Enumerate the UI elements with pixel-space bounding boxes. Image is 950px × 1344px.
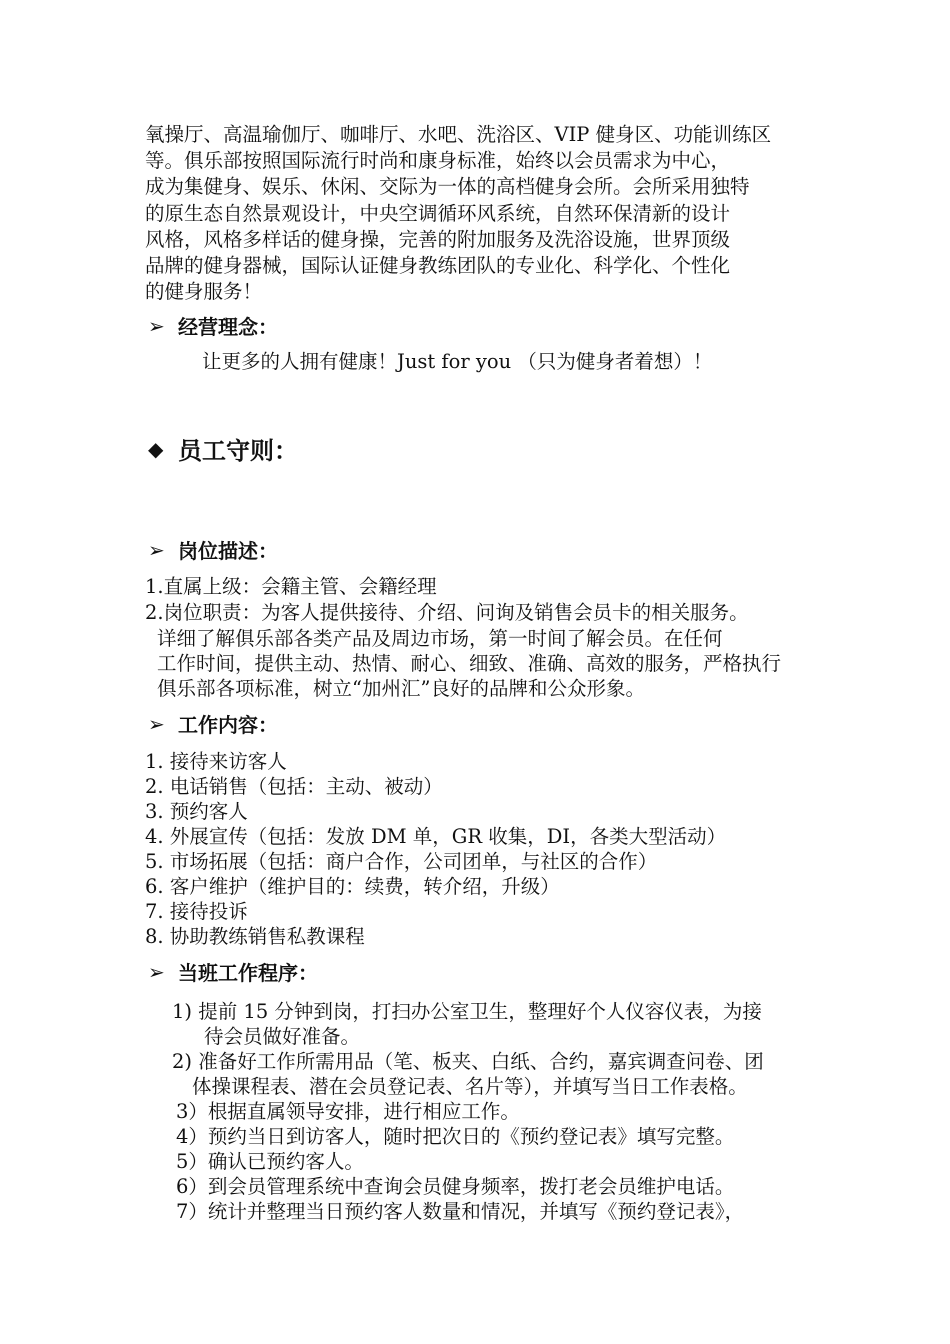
arrow-bullet-icon: ➢ [148,959,165,984]
arrow-bullet-icon: ➢ [148,537,165,562]
arrow-bullet-icon: ➢ [148,711,165,736]
work-content-heading-text: 工作内容： [178,713,278,737]
work-item: 2. 电话销售（包括：主动、被动） [145,775,443,798]
procedure-line: 5）确认已预约客人。 [176,1150,364,1173]
work-item: 3. 预约客人 [145,800,248,823]
job-desc-heading [148,535,278,564]
job-desc-line: 俱乐部各项标准，树立“加州汇”良好的品牌和公众形象。 [157,677,645,700]
procedure-line: 6）到会员管理系统中查询会员健身频率，拨打老会员维护电话。 [176,1175,735,1198]
intro-line: 风格，风格多样话的健身操，完善的附加服务及洗浴设施，世界顶级 [145,227,731,251]
work-item: 5. 市场拓展（包括：商户合作，公司团单，与社区的合作） [145,850,658,873]
rules-heading-text: 员工守则： [178,436,298,465]
philosophy-text: 让更多的人拥有健康！Just for you （只为健身者着想）！ [202,350,713,373]
procedure-line: 3）根据直属领导安排，进行相应工作。 [176,1100,520,1123]
diamond-bullet-icon: ◆ [148,436,164,461]
intro-line: 氧操厅、高温瑜伽厅、咖啡厅、水吧、洗浴区、VIP 健身区、功能训练区 [145,123,772,146]
intro-paragraph [145,122,810,305]
procedure-line: 体操课程表、潜在会员登记表、名片等），并填写当日工作表格。 [192,1075,748,1098]
arrow-bullet-icon: ➢ [148,313,165,338]
procedure-line: 7）统计并整理当日预约客人数量和情况，并填写《预约登记表》， [176,1200,745,1223]
philosophy-heading-text: 经营理念： [178,315,278,339]
job-desc-line: 详细了解俱乐部各类产品及周边市场，第一时间了解会员。在任何 [157,627,723,650]
procedure-heading-text: 当班工作程序： [178,961,318,985]
procedure-line: 2) 准备好工作所需用品（笔、板夹、白纸、合约，嘉宾调查问卷、团 [172,1050,764,1073]
job-desc-line: 1.直属上级：会籍主管、会籍经理 [145,575,437,598]
job-desc-heading-text: 岗位描述： [178,539,278,563]
work-item: 6. 客户维护（维护目的：续费，转介绍，升级） [145,875,560,898]
intro-line: 的原生态自然景观设计，中央空调循环风系统，自然环保清新的设计 [145,201,731,225]
work-item: 7. 接待投诉 [145,900,248,923]
intro-line: 的健身服务！ [145,280,263,304]
procedure-line: 1) 提前 15 分钟到岗，打扫办公室卫生，整理好个人仪容仪表，为接 [172,1000,762,1023]
rules-heading [148,431,298,466]
philosophy-heading [148,311,278,340]
work-item: 4. 外展宣传（包括：发放 DM 单，GR 收集，DI，各类大型活动） [145,825,727,848]
intro-line: 成为集健身、娱乐、休闲、交际为一体的高档健身会所。会所采用独特 [145,175,750,199]
procedure-line: 待会员做好准备。 [204,1025,361,1048]
job-desc-line: 工作时间，提供主动、热情、耐心、细致、准确、高效的服务，严格执行 [157,652,782,675]
intro-line: 等。俱乐部按照国际流行时尚和康身标准，始终以会员需求为中心， [145,149,731,173]
job-desc-line: 2.岗位职责：为客人提供接待、介绍、问询及销售会员卡的相关服务。 [145,601,749,624]
procedure-line: 4）预约当日到访客人，随时把次日的《预约登记表》填写完整。 [176,1125,735,1148]
work-item: 1. 接待来访客人 [145,750,287,773]
work-content-heading [148,709,278,738]
procedure-heading [148,957,318,986]
work-item: 8. 协助教练销售私教课程 [145,925,365,948]
intro-line: 品牌的健身器械，国际认证健身教练团队的专业化、科学化、个性化 [145,254,731,278]
